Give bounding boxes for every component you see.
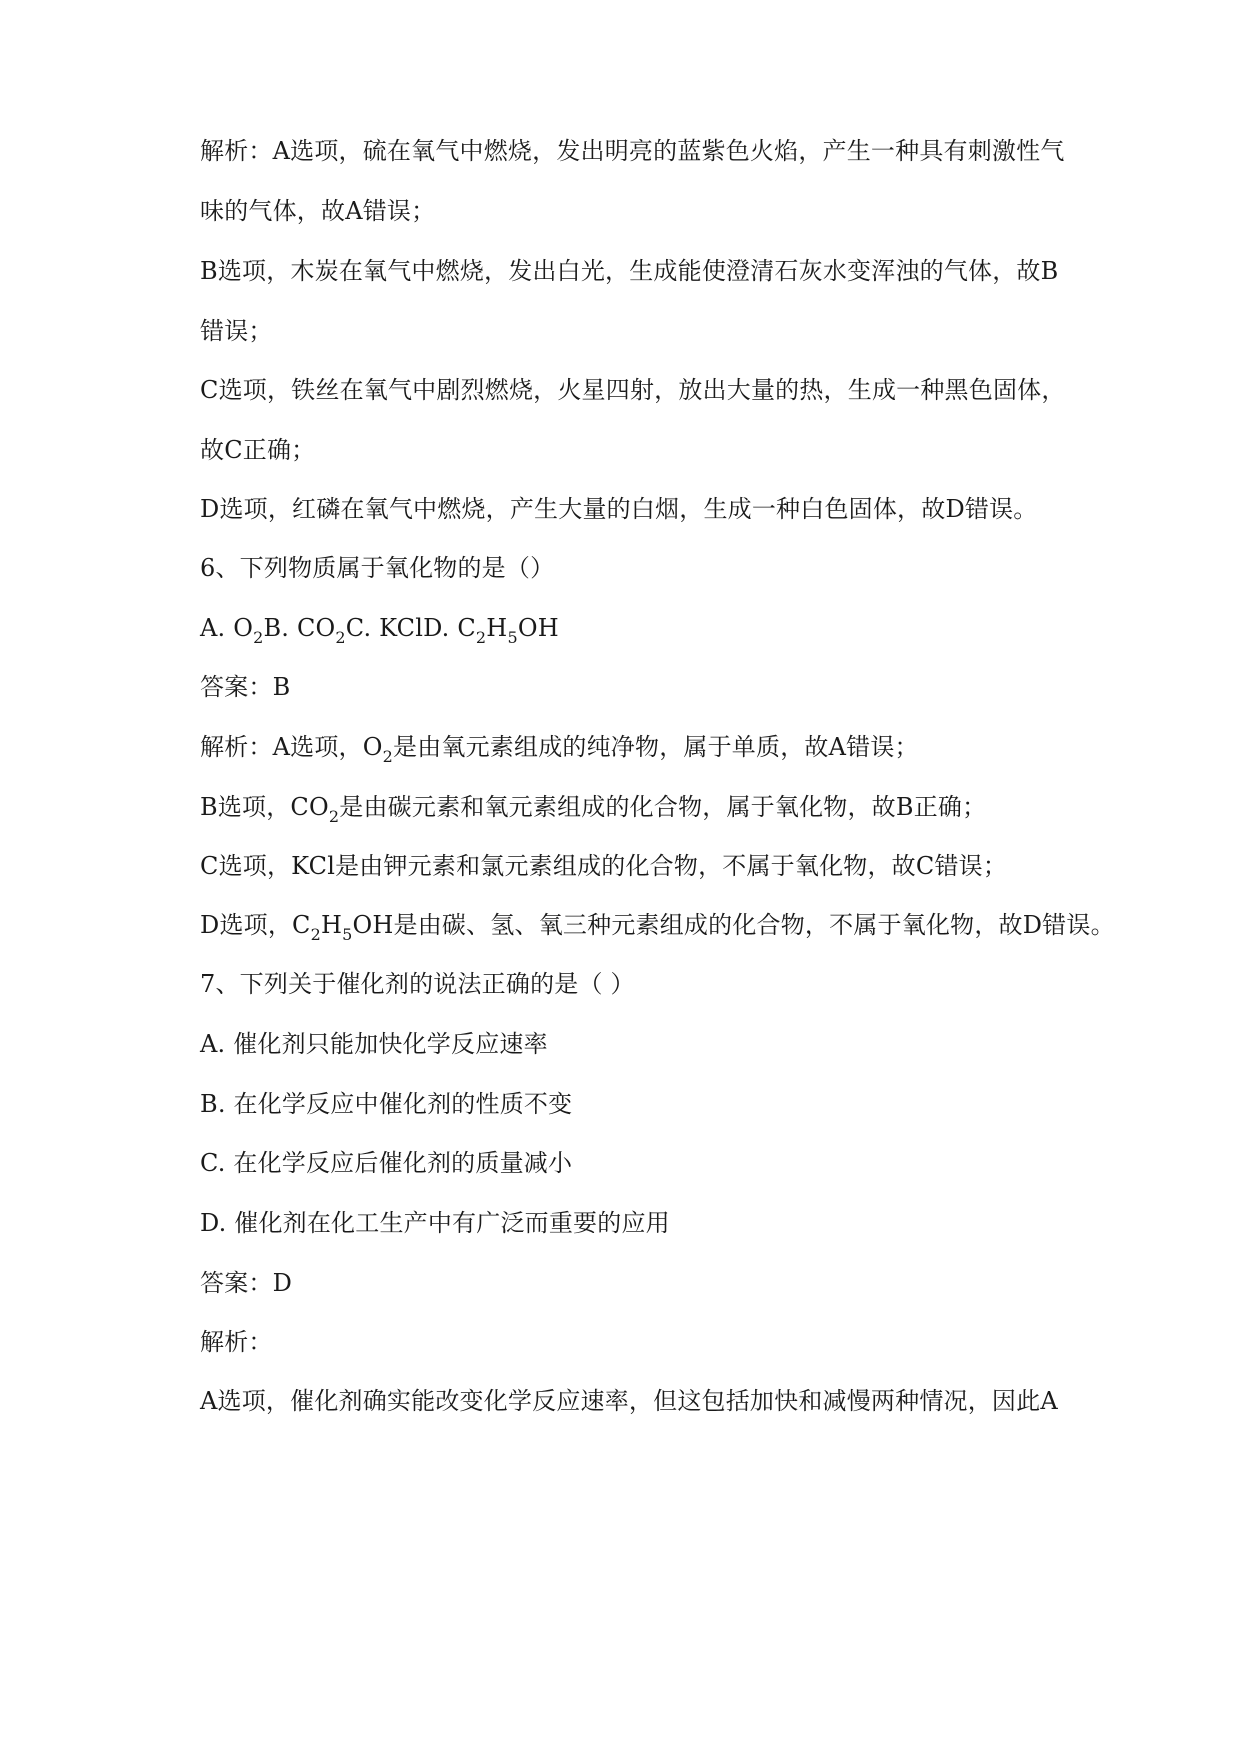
q6-exp-b-prefix: B选项，CO <box>200 793 329 821</box>
question-7-explanation-heading: 解析： <box>200 1328 273 1356</box>
q6-explanation-a <box>200 732 1100 766</box>
q5-explanation-a-line2: 味的气体，故A错误； <box>200 197 436 225</box>
q6-exp-d-subscript-2: 5 <box>342 925 353 944</box>
option-d-suffix: OH <box>517 614 559 642</box>
q5-explanation-d: D选项，红磷在氧气中燃烧，产生大量的白烟，生成一种白色固体，故D错误。 <box>200 495 1038 523</box>
option-b-subscript: 2 <box>335 628 346 647</box>
option-a-label: A. O <box>200 614 254 642</box>
q6-exp-b-suffix: 是由碳元素和氧元素组成的化合物，属于氧化物，故B正确； <box>339 793 987 821</box>
question-6-answer: 答案：B <box>200 673 291 701</box>
q5-explanation-c-line2: 故C正确； <box>200 436 316 464</box>
q6-exp-a-prefix: 解析：A选项，O <box>200 733 383 761</box>
q5-explanation-a-line1: 解析：A选项，硫在氧气中燃烧，发出明亮的蓝紫色火焰，产生一种具有刺激性气 <box>200 137 1065 165</box>
option-d-subscript-2: 5 <box>507 628 518 647</box>
option-a-subscript: 2 <box>253 628 264 647</box>
question-7-answer: 答案：D <box>200 1269 293 1297</box>
q6-exp-d-suffix: OH是由碳、氢、氧三种元素组成的化合物，不属于氧化物，故D错误。 <box>352 911 1115 939</box>
option-d-subscript-1: 2 <box>475 628 487 647</box>
q6-exp-d-subscript-1: 2 <box>310 925 321 944</box>
question-7-option-b: B. 在化学反应中催化剂的性质不变 <box>200 1090 573 1118</box>
question-6-options <box>200 613 1100 647</box>
q6-exp-a-subscript: 2 <box>382 747 393 766</box>
q5-explanation-b-line1: B选项，木炭在氧气中燃烧，发出白光，生成能使澄清石灰水变浑浊的气体，故B <box>200 257 1059 285</box>
option-b-label: B. CO <box>263 614 336 642</box>
q6-exp-a-suffix: 是由氧元素组成的纯净物，属于单质，故A错误； <box>393 733 919 761</box>
question-6-title: 6、下列物质属于氧化物的是（） <box>200 554 555 582</box>
q5-explanation-b-line2: 错误； <box>200 317 273 345</box>
q6-explanation-d <box>200 910 1115 944</box>
q6-exp-b-subscript: 2 <box>328 807 340 826</box>
q6-exp-d-mid: H <box>321 911 343 939</box>
q7-explanation-a: A选项，催化剂确实能改变化学反应速率，但这包括加快和减慢两种情况，因此A <box>200 1387 1058 1415</box>
q6-explanation-b <box>200 792 1100 826</box>
option-d-label: D. C <box>423 614 476 642</box>
question-7-option-d: D. 催化剂在化工生产中有广泛而重要的应用 <box>200 1209 670 1237</box>
q5-explanation-c-line1: C选项，铁丝在氧气中剧烈燃烧，火星四射，放出大量的热，生成一种黑色固体， <box>200 376 1066 404</box>
question-7-option-c: C. 在化学反应后催化剂的质量减小 <box>200 1149 573 1177</box>
option-d-mid: H <box>486 614 508 642</box>
option-c-label: C. KCl <box>345 614 424 642</box>
q6-explanation-c: C选项，KCl是由钾元素和氯元素组成的化合物，不属于氧化物，故C错误； <box>200 852 1008 880</box>
question-7-option-a: A. 催化剂只能加快化学反应速率 <box>200 1030 548 1058</box>
question-7-title: 7、下列关于催化剂的说法正确的是（ ） <box>200 970 635 998</box>
q6-exp-d-prefix: D选项，C <box>200 911 311 939</box>
